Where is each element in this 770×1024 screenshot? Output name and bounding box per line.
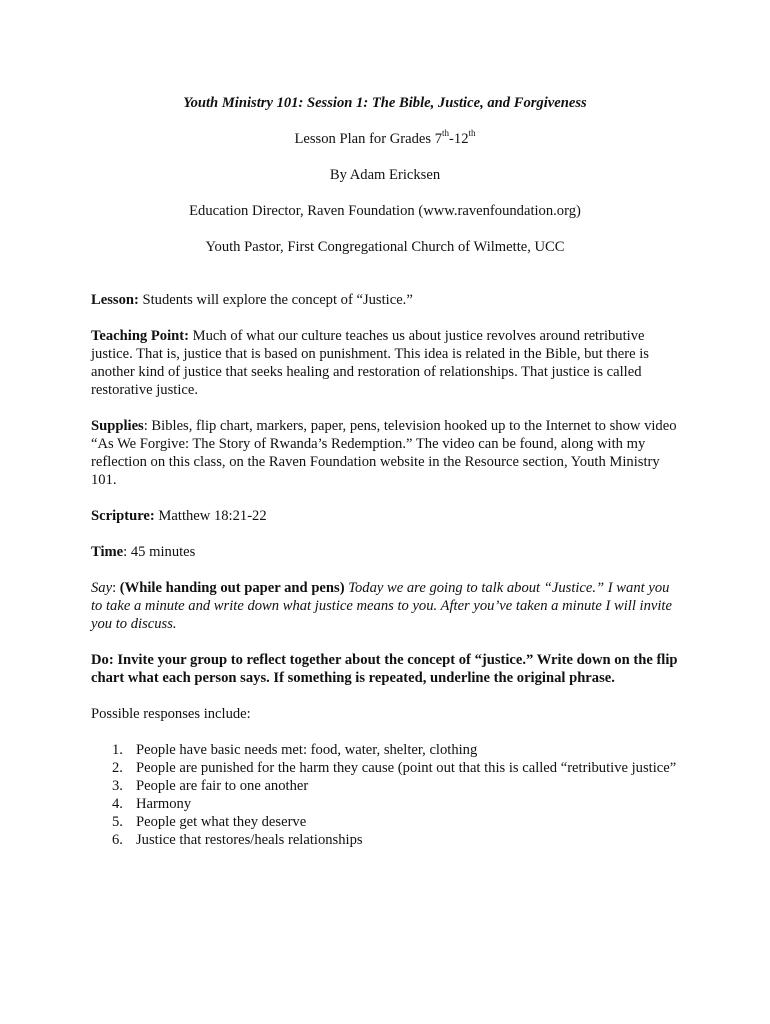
document-title: Youth Ministry 101: Session 1: The Bible, Justice, and Forgiveness [183,95,587,111]
scripture-text: Matthew 18:21-22 [154,508,267,524]
time-label: Time [91,544,124,560]
say-script: Today we are going to talk about “Justice.” I want you to take a minute and write down what justice means to you. After you’ve taken a minute I will invite you to discuss. [91,580,672,632]
list-item-text: People are fair to one another [136,778,309,794]
scripture-paragraph [91,507,683,525]
subtitle-middle: -12 [449,131,469,147]
list-item-number: 6. [112,832,123,848]
scripture-label: Scripture: [91,508,155,524]
responses-list [91,741,683,849]
list-item-text: People have basic needs met: food, water, shelter, clothing [136,742,478,758]
teaching-point-paragraph [91,327,683,399]
subtitle-superscript-1: th [442,128,450,139]
say-instruction: (While handing out paper and pens) [119,580,345,596]
subtitle-superscript-2: th [468,128,476,139]
supplies-label: Supplies [91,418,144,434]
possible-responses-intro: Possible responses include: [91,706,251,722]
list-item-number: 3. [112,778,123,794]
supplies-paragraph [91,417,683,489]
list-item [91,831,683,849]
teaching-point-text: Much of what our culture teaches us about justice revolves around retributive justice. That is, justice that is based on punishment. This idea is related in the Bible, but there is another kind of justice that seeks healing and restoration of relationships. That justice is called restorative justice. [91,328,649,398]
author-role-2: Youth Pastor, First Congregational Church of Wilmette, UCC [205,239,565,255]
list-item-number: 1. [112,742,123,758]
time-text: : 45 minutes [123,544,196,560]
list-item [91,777,683,795]
list-item-text: People get what they deserve [136,814,307,830]
list-item-text: Justice that restores/heals relationships [136,832,363,848]
supplies-text: : Bibles, flip chart, markers, paper, pens, television hooked up to the Internet to show video “As We Forgive: The Story of Rwanda’s Redemption.” The video can be found, along with my reflection on this class, on the Raven Foundation website in the Resource section, Youth Ministry 101. [91,418,677,488]
lesson-paragraph [91,291,683,309]
lesson-text: Students will explore the concept of “Justice.” [138,292,413,308]
do-paragraph: Do: Invite your group to reflect together about the concept of “justice.” Write down on the flip chart what each person says. If something is repeated, underline the original phrase. [91,652,678,686]
say-colon: : [112,580,120,596]
lesson-label: Lesson: [91,292,139,308]
list-item-text: People are punished for the harm they cause (point out that this is called “retributive justice” [136,760,677,776]
list-item-text: Harmony [136,796,192,812]
author-role-1: Education Director, Raven Foundation (www.ravenfoundation.org) [189,203,581,219]
list-item [91,759,683,777]
time-paragraph [91,543,683,561]
list-item [91,813,683,831]
list-item-number: 5. [112,814,123,830]
list-item-number: 2. [112,760,123,776]
list-item [91,741,683,759]
document-subtitle [0,130,770,148]
say-paragraph [91,579,683,633]
subtitle-prefix: Lesson Plan for Grades 7 [294,131,443,147]
say-label: Say [91,580,113,596]
author-line: By Adam Ericksen [329,167,441,183]
teaching-point-label: Teaching Point: [91,328,189,344]
list-item-number: 4. [112,796,123,812]
list-item [91,795,683,813]
